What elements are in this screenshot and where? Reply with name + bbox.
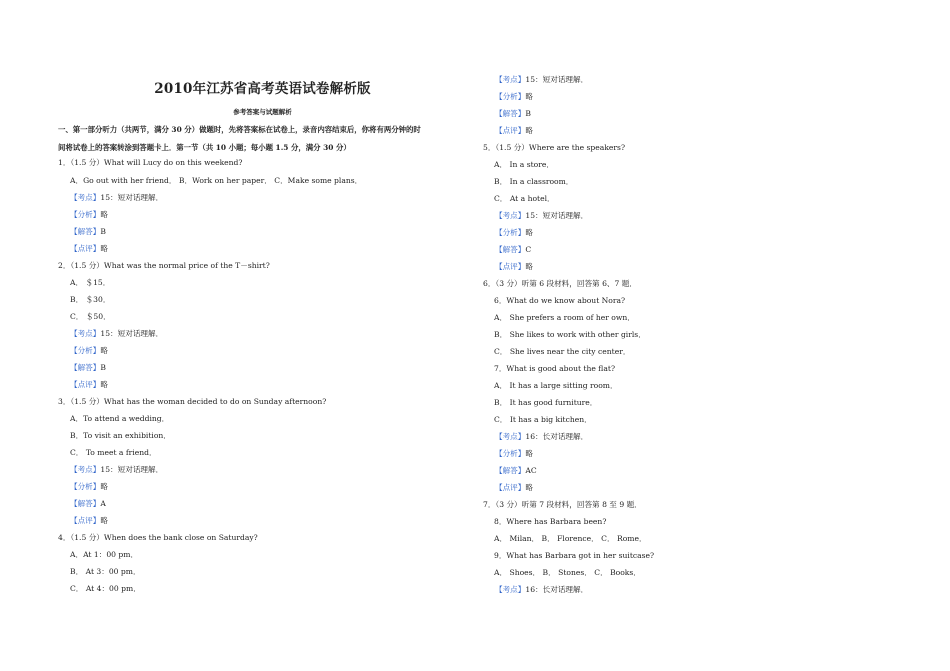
kaodian-label: 【考点】 <box>495 432 526 441</box>
fenxi-text: 略 <box>100 346 108 355</box>
jieda-text: B <box>100 227 106 236</box>
kaodian-text: 16：长对话理解． <box>525 432 589 441</box>
fenxi-text: 略 <box>100 482 108 491</box>
jieda-text: AC <box>525 466 537 475</box>
dianping-label: 【点评】 <box>70 380 101 389</box>
subquestion-7: 7．What is good about the flat? <box>494 364 616 373</box>
fenxi-text: 略 <box>525 449 533 458</box>
fenxi-text: 略 <box>100 210 108 219</box>
question-4-stem: 4．（1.5 分）When does the bank close on Saturday? <box>58 533 258 542</box>
kaodian-text: 15：短对话理解． <box>525 75 589 84</box>
subquestion-6-option-a: A． She prefers a room of her own． <box>494 313 635 322</box>
question-5-jieda <box>495 245 531 255</box>
question-1-kaodian <box>70 193 163 203</box>
subquestion-6-option-c: C． She lives near the city center． <box>494 347 631 356</box>
kaodian-text: 15：短对话理解． <box>100 329 164 338</box>
question-4-option-b: B． At 3：00 pm． <box>70 567 141 576</box>
question-1-dianping <box>70 244 108 254</box>
kaodian-label: 【考点】 <box>70 193 101 202</box>
dianping-label: 【点评】 <box>495 126 526 135</box>
question-5-option-b: B． In a classroom． <box>494 177 574 186</box>
question-4-dianping <box>495 126 533 136</box>
dianping-label: 【点评】 <box>495 262 526 271</box>
kaodian-label: 【考点】 <box>495 211 526 220</box>
question-7-stem: 7．（3 分）听第 7 段材料，回答第 8 至 9 题． <box>483 500 642 509</box>
question-2-jieda <box>70 363 106 373</box>
question-5-dianping <box>495 262 533 272</box>
fenxi-label: 【分析】 <box>495 92 526 101</box>
question-6-kaodian <box>495 432 588 442</box>
kaodian-text: 15：短对话理解． <box>100 465 164 474</box>
question-3-dianping <box>70 516 108 526</box>
kaodian-label: 【考点】 <box>70 465 101 474</box>
section-heading-line2: 间将试卷上的答案转涂到答题卡上．第一节（共 10 小题；每小题 1.5 分，满分 30 分） <box>58 143 351 152</box>
subquestion-8: 8．Where has Barbara been? <box>494 517 607 526</box>
question-5-option-a: A． In a store． <box>494 160 554 169</box>
jieda-text: B <box>525 109 531 118</box>
question-4-fenxi <box>495 92 533 102</box>
question-2-option-c: C． ＄50． <box>70 312 111 321</box>
fenxi-label: 【分析】 <box>70 346 101 355</box>
jieda-label: 【解答】 <box>70 227 101 236</box>
question-2-kaodian <box>70 329 163 339</box>
fenxi-label: 【分析】 <box>70 210 101 219</box>
jieda-label: 【解答】 <box>495 109 526 118</box>
question-5-kaodian <box>495 211 588 221</box>
dianping-text: 略 <box>525 262 533 271</box>
question-5-option-c: C． At a hotel． <box>494 194 555 203</box>
question-2-fenxi <box>70 346 108 356</box>
fenxi-label: 【分析】 <box>495 228 526 237</box>
fenxi-label: 【分析】 <box>495 449 526 458</box>
question-6-jieda <box>495 466 537 476</box>
subquestion-9-options: A． Shoes． B． Stones． C． Books． <box>494 568 641 577</box>
kaodian-text: 16：长对话理解． <box>525 585 589 594</box>
question-1-jieda <box>70 227 106 237</box>
dianping-text: 略 <box>525 483 533 492</box>
jieda-label: 【解答】 <box>70 363 101 372</box>
question-3-option-b: B．To visit an exhibition． <box>70 431 171 440</box>
question-6-dianping <box>495 483 533 493</box>
question-3-kaodian <box>70 465 163 475</box>
subquestion-7-option-c: C． It has a big kitchen． <box>494 415 592 424</box>
kaodian-label: 【考点】 <box>70 329 101 338</box>
jieda-label: 【解答】 <box>495 466 526 475</box>
kaodian-text: 15：短对话理解． <box>525 211 589 220</box>
fenxi-text: 略 <box>525 92 533 101</box>
subquestion-6-option-b: B． She likes to work with other girls． <box>494 330 646 339</box>
kaodian-label: 【考点】 <box>495 75 526 84</box>
question-1-fenxi <box>70 210 108 220</box>
kaodian-text: 15：短对话理解． <box>100 193 164 202</box>
subquestion-8-options: A． Milan． B． Florence． C． Rome． <box>494 534 647 543</box>
jieda-text: A <box>100 499 106 508</box>
question-3-stem: 3．（1.5 分）What has the woman decided to do on Sunday afternoon? <box>58 397 327 406</box>
question-4-kaodian <box>495 75 588 85</box>
fenxi-label: 【分析】 <box>70 482 101 491</box>
question-2-option-b: B． ＄30． <box>70 295 111 304</box>
dianping-text: 略 <box>525 126 533 135</box>
dianping-label: 【点评】 <box>70 244 101 253</box>
question-1-stem: 1．（1.5 分）What will Lucy do on this weekend? <box>58 158 243 167</box>
question-2-dianping <box>70 380 108 390</box>
document-title: 2010年江苏省高考英语试卷解析版 <box>154 81 371 97</box>
question-5-fenxi <box>495 228 533 238</box>
subquestion-7-option-b: B． It has good furniture． <box>494 398 598 407</box>
subquestion-7-option-a: A． It has a large sitting room． <box>494 381 618 390</box>
dianping-text: 略 <box>100 516 108 525</box>
dianping-label: 【点评】 <box>70 516 101 525</box>
question-6-stem: 6．（3 分）听第 6 段材料，回答第 6、7 题． <box>483 279 637 288</box>
fenxi-text: 略 <box>525 228 533 237</box>
question-4-option-a: A．At 1：00 pm． <box>70 550 139 559</box>
subquestion-9: 9．What has Barbara got in her suitcase? <box>494 551 655 560</box>
question-4-option-c: C． At 4：00 pm． <box>70 584 141 593</box>
jieda-label: 【解答】 <box>495 245 526 254</box>
question-2-stem: 2．（1.5 分）What was the normal price of the T－shirt? <box>58 261 270 270</box>
jieda-text: B <box>100 363 106 372</box>
question-5-stem: 5．（1.5 分）Where are the speakers? <box>483 143 626 152</box>
question-3-option-a: A．To attend a wedding． <box>70 414 170 423</box>
jieda-label: 【解答】 <box>70 499 101 508</box>
question-3-jieda <box>70 499 106 509</box>
question-1-options: A．Go out with her friend． B．Work on her paper． C．Make some plans． <box>70 176 363 185</box>
question-7-kaodian <box>495 585 588 595</box>
question-4-jieda <box>495 109 531 119</box>
question-3-fenxi <box>70 482 108 492</box>
jieda-text: C <box>525 245 532 254</box>
subquestion-6: 6．What do we know about Nora? <box>494 296 626 305</box>
dianping-text: 略 <box>100 244 108 253</box>
section-heading-line1: 一、第一部分听力（共两节，满分 30 分）做题时，先将答案标在试卷上，录音内容结束后，你将有两分钟的时 <box>58 125 421 134</box>
kaodian-label: 【考点】 <box>495 585 526 594</box>
dianping-text: 略 <box>100 380 108 389</box>
question-3-option-c: C． To meet a friend． <box>70 448 157 457</box>
dianping-label: 【点评】 <box>495 483 526 492</box>
question-2-option-a: A． ＄15． <box>70 278 111 287</box>
document-subtitle: 参考答案与试题解析 <box>233 108 292 116</box>
question-6-fenxi <box>495 449 533 459</box>
